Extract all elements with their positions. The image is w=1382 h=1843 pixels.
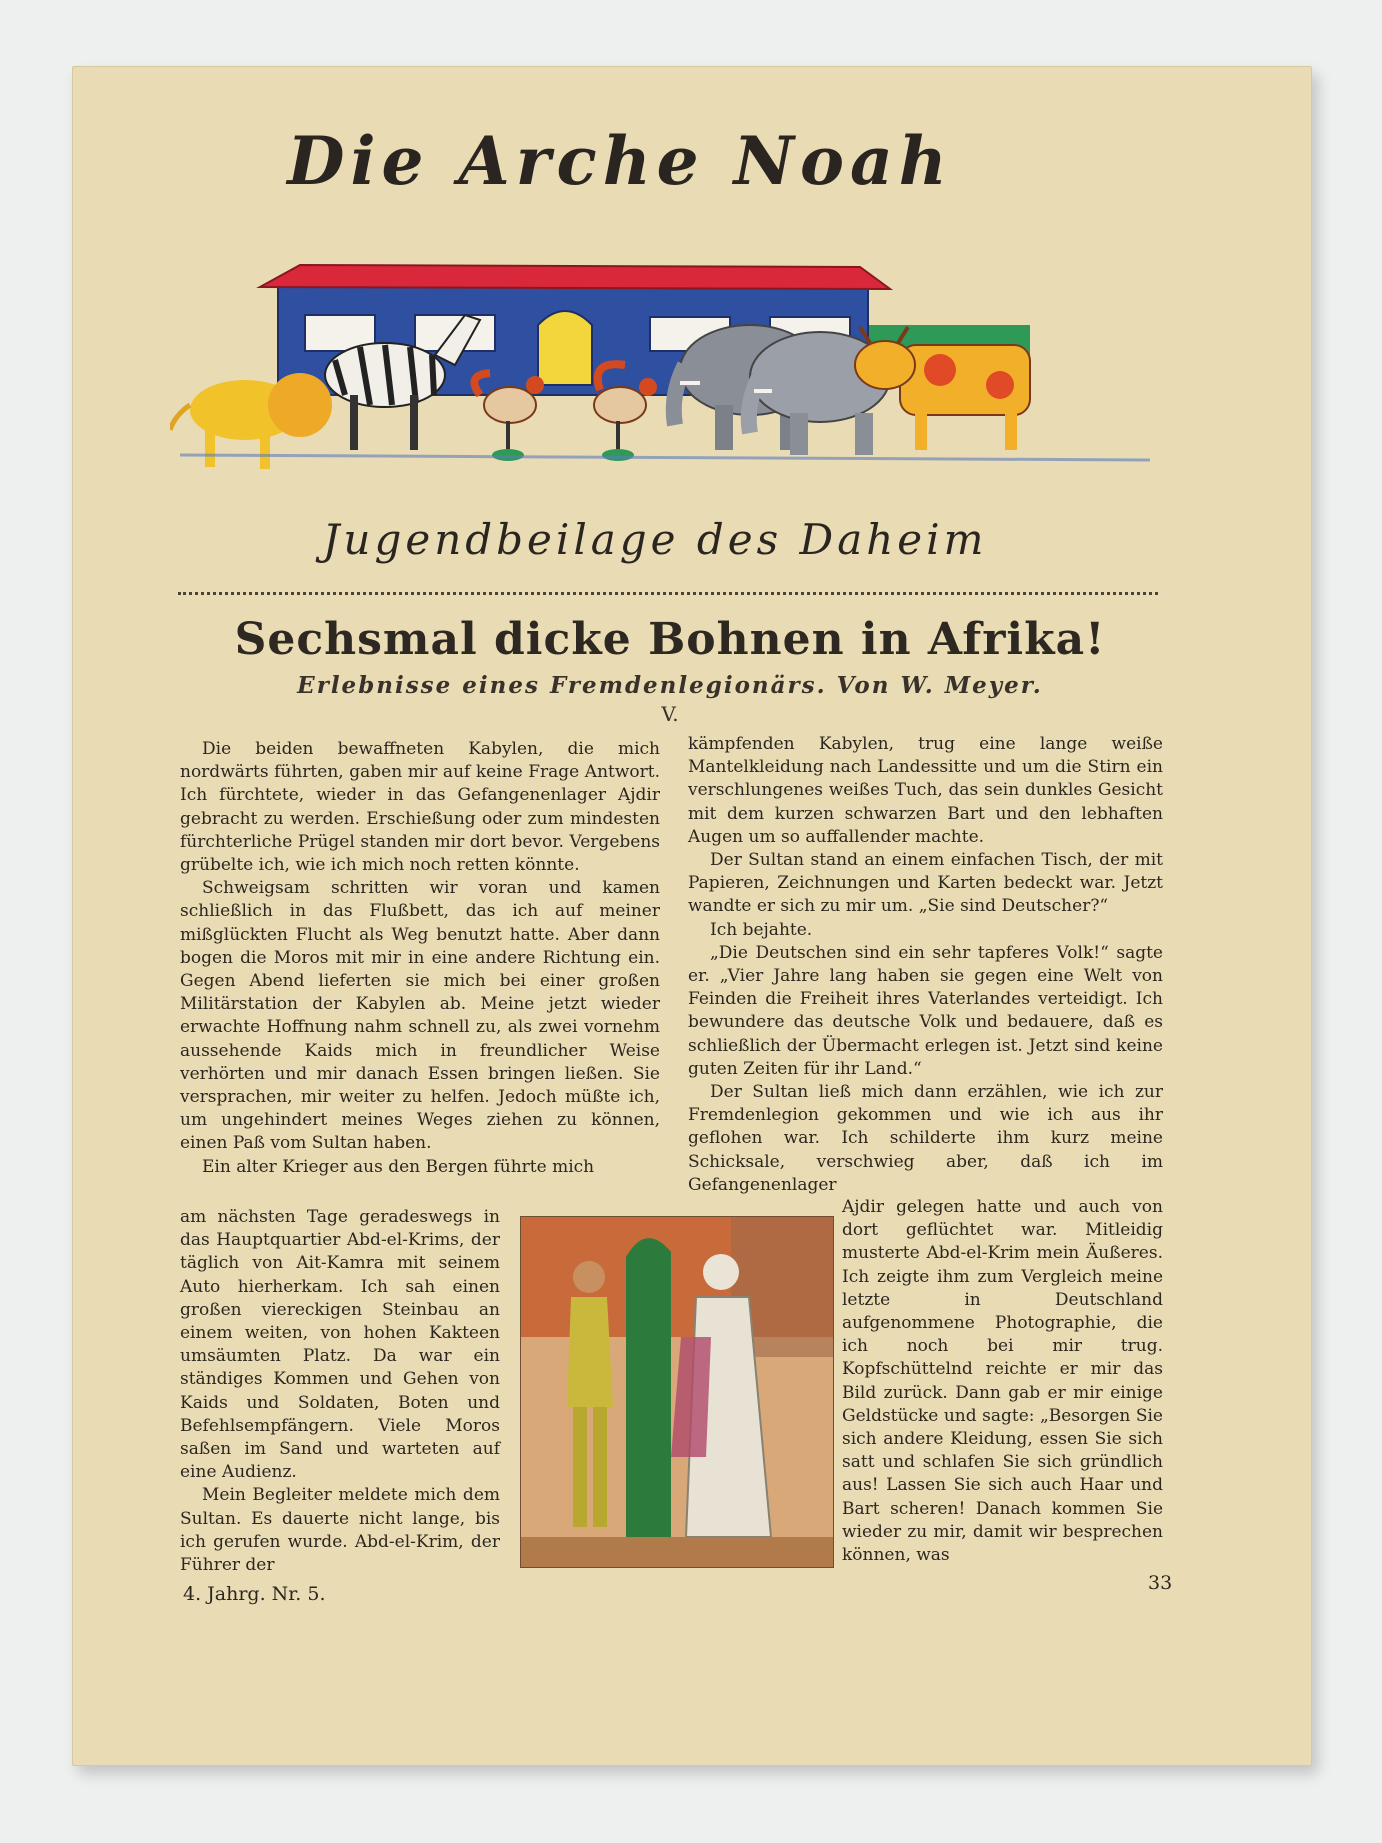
ark-door [538,311,592,385]
masthead-title: Die Arche Noah [287,122,953,200]
dotted-divider [178,592,1158,595]
right-column-upper [688,733,1163,1197]
paragraph: Schweigsam schritten wir voran und kamen schließlich in das Flußbett, das ich auf meiner mißglückten Flucht als Weg benutzt hatte. Aber dann bogen die Moros mit mir in eine andere Richtung ein. Gegen Abend lieferten sie mich bei einer großen Militärstation der Kabylen ab. Meine jetzt wieder erwachte Hoffnung nahm schnell zu, als zwei vornehm aussehende Kaids mich in freundlicher Weise verhörten und mir danach Essen bringen ließen. Sie versprachen, mir weiter zu helfen. Jedoch müßte ich, um ungehindert meines Weges ziehen zu können, einen Paß vom Sultan haben. [180,878,660,1154]
right-column-lower [842,1196,1163,1567]
paragraph: Ein alter Krieger aus den Bergen führte mich [202,1156,595,1177]
paragraph: „Die Deutschen sind ein sehr tapferes Volk!“ sagte er. „Vier Jahre lang haben sie gegen eine Welt von Feinden die Freiheit ihres Vaterlandes verteidigt. Ich bewundere das deutsche Volk und bedauere, daß es schließlich der Übermacht erlegen ist. Jetzt sind keine guten Zeiten für ihr Land.“ [688,942,1163,1079]
left-column-upper [180,738,660,1179]
article-part-number: V. [661,702,679,726]
ark-roof [260,265,890,289]
noahs-ark-illustration [170,255,1150,535]
cow-figure [855,327,1030,450]
issue-number: 4. Jahrg. Nr. 5. [183,1583,326,1605]
masthead-subtitle: Jugendbeilage des Daheim [322,515,988,564]
paragraph: Der Sultan stand an einem einfachen Tisch, der mit Papieren, Zeichnungen und Karten bedeckt war. Jetzt wandte er sich zu mir um. „Sie sind Deutscher?“ [688,850,1163,917]
paragraph: Die beiden bewaffneten Kabylen, die mich nordwärts führten, gaben mir auf keine Frage Antwort. Ich fürchtete, wieder in das Gefangenenlager Ajdir gebracht zu werden. Erschießung oder zum mindesten fürchterliche Prügel standen mir dort bevor. Vergebens grübelte ich, wie ich mich noch retten könnte. [180,739,660,876]
paragraph: kämpfenden Kabylen, trug eine lange weiße Mantelkleidung nach Landessitte und um die Stirn ein verschlungenes weißes Tuch, das sein dunkles Gesicht mit dem kurzen schwarzen Bart und den lebhaften Augen um so auffallender machte. [688,734,1163,847]
paragraph: am nächsten Tage geradeswegs in das Hauptquartier Abd-el-Krims, der täglich von Ait-Kamra mit seinem Auto hierherkam. Ich sah einen großen viereckigen Steinbau an einem weiten, von hohen Kakteen umsäumten Platz. Da war ein ständiges Kommen und Gehen von Kaids und Soldaten, Boten und Befehlsempfängern. Viele Moros saßen im Sand und warteten auf eine Audienz. [180,1207,500,1483]
sultan-illustration [520,1216,834,1568]
page-number: 33 [1148,1572,1173,1594]
paragraph: Ich bejahte. [710,919,813,940]
paragraph: Der Sultan ließ mich dann erzählen, wie ich zur Fremdenlegion gekommen und wie ich aus ihr geflohen war. Ich schilderte ihm kurz meine Schicksale, verschwieg aber, daß ich im Gefangenenlager [688,1082,1163,1195]
article-headline: Sechsmal dicke Bohnen in Afrika! [234,614,1106,665]
elephant-figures [674,325,890,455]
paragraph: Mein Begleiter meldete mich dem Sultan. Es dauerte nicht lange, bis ich gerufen wurde. Abd-el-Krim, der Führer der [180,1485,500,1576]
paragraph: Ajdir gelegen hatte und auch von dort geflüchtet war. Mitleidig musterte Abd-el-Krim mein Äußeres. Ich zeigte ihm zum Vergleich meine letzte in Deutschland aufgenommene Photographie, die ich noch bei mir trug. Kopfschüttelnd reichte er mir das Bild zurück. Dann gab er mir einige Geldstücke und sagte: „Besorgen Sie sich andere Kleidung, essen Sie sich satt und schlafen Sie sich gründlich aus! Lassen Sie sich auch Haar und Bart scheren! Danach kommen Sie wieder zu mir, damit wir besprechen können, was [842,1197,1163,1566]
article-subheadline: Erlebnisse eines Fremdenlegionärs. Von W. Meyer. [297,672,1043,699]
left-column-lower [180,1206,500,1577]
curtain-shape [626,1238,671,1547]
